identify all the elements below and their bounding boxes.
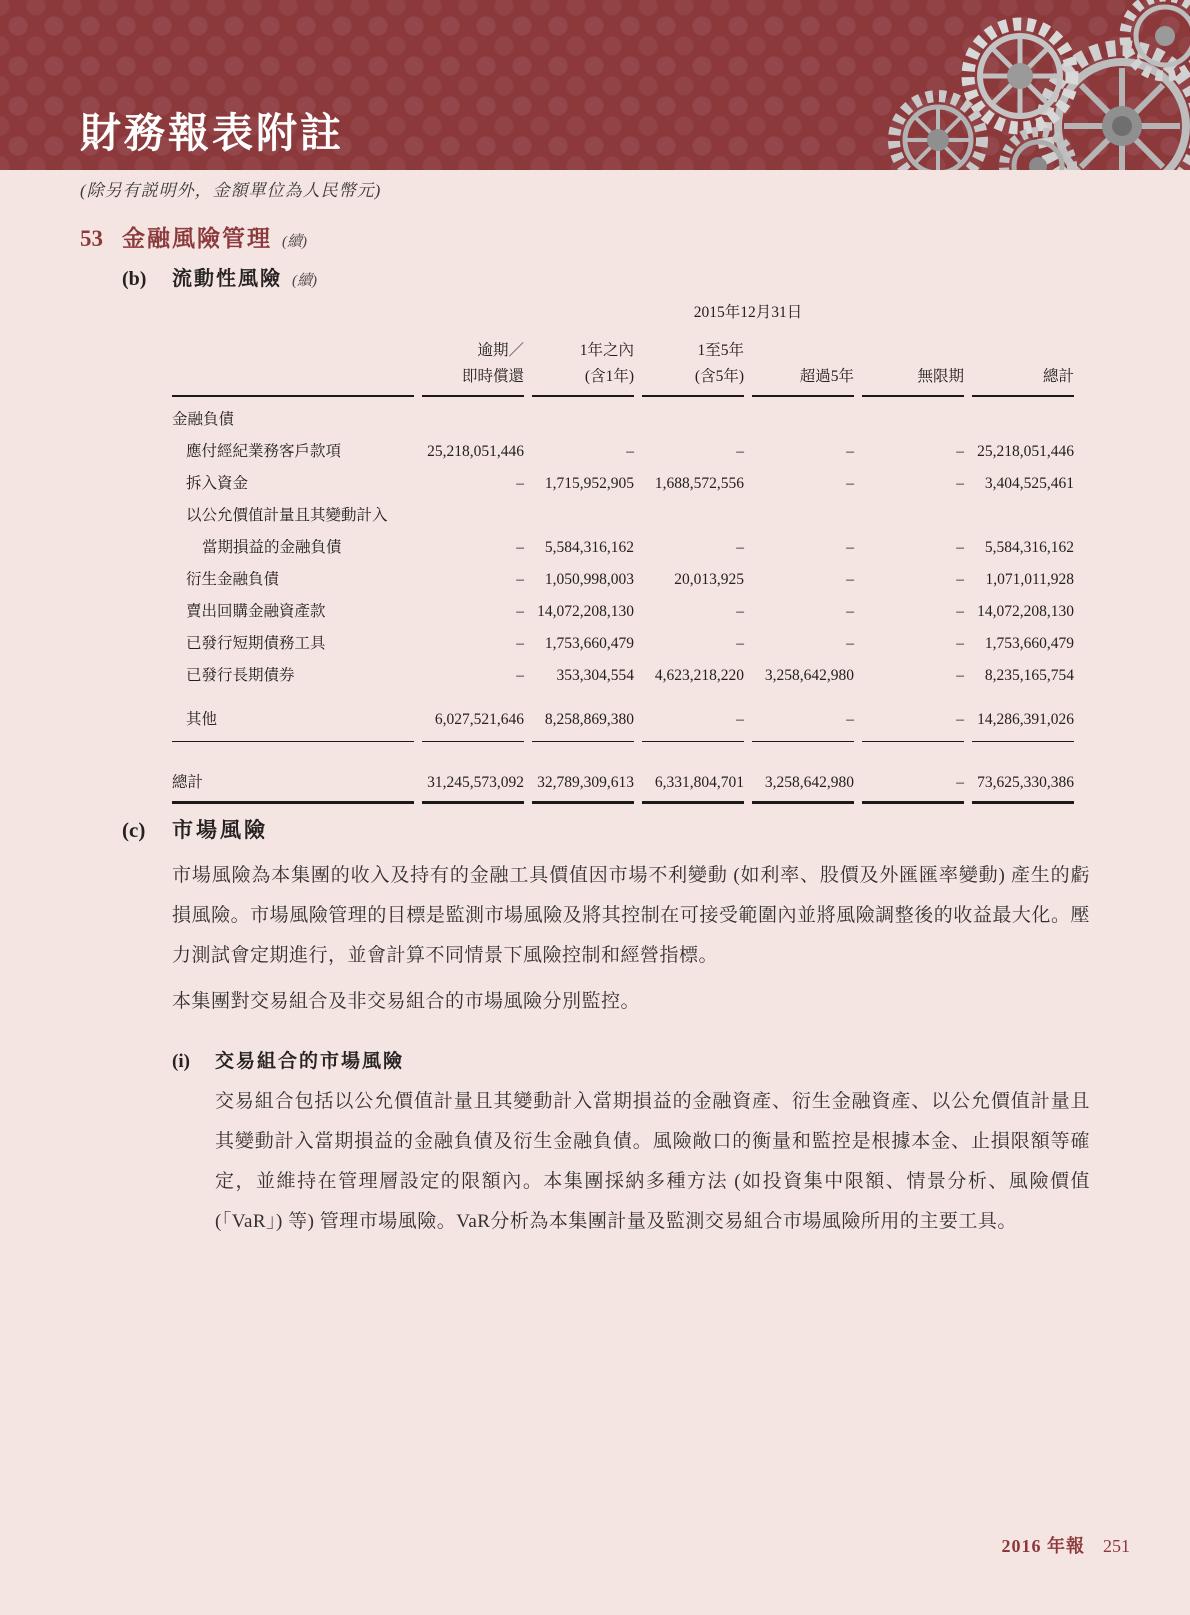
row-value: 1,688,572,556 [654,475,744,492]
row-value: – [956,443,964,460]
table-row [172,653,1074,685]
row-value: – [846,603,854,620]
row-value: – [846,443,854,460]
col-header: 逾期／ [477,342,524,359]
row-label: 當期損益的金融負債 [202,539,342,556]
market-risk-paragraph-2: 本集團對交易組合及非交易組合的市場風險分別監控。 [172,991,641,1012]
row-value: – [516,475,524,492]
row-value: 14,072,208,130 [977,603,1074,620]
row-value [752,493,854,525]
row-value: 5,584,316,162 [544,539,634,556]
subsection-i-heading [172,1046,404,1073]
row-label: 拆入資金 [186,475,249,492]
row-value: 5,584,316,162 [984,539,1074,556]
row-value: 25,218,051,446 [427,443,524,460]
table-header-row-1 [172,334,1074,360]
row-value: – [846,475,854,492]
row-value: – [846,539,854,556]
total-value: 3,258,642,980 [752,742,854,804]
row-value [422,493,524,525]
row-value: – [516,603,524,620]
table-row [172,429,1074,461]
report-name: 2016 年報 [1001,1536,1085,1556]
row-value: 20,013,925 [674,571,744,588]
row-value [642,493,744,525]
row-value [532,397,634,429]
row-label: 已發行短期債務工具 [186,635,326,652]
subsection-i-label: (i) [172,1051,190,1072]
row-value: 8,235,165,754 [984,667,1074,684]
table-row [172,685,1074,742]
section-title: 金融風險管理 [122,226,272,251]
row-value: – [956,571,964,588]
table-row [172,493,1074,525]
row-value: – [516,539,524,556]
date-header: 2015年12月31日 [693,304,803,321]
row-value: 1,050,998,003 [544,571,634,588]
col-header [862,334,964,360]
market-risk-paragraph-1: 市場風險為本集團的收入及持有的金融工具價值因市場不利變動 (如利率、股價及外匯匯率變動) 產生的虧損風險。市場風險管理的目標是監測市場風險及將其控制在可接受範圍內並將風險調整後的收益最大化。壓力測試會定期進行，並會計算不同情景下風險控制和經營指標。 [172,865,1090,966]
row-value: 4,623,218,220 [654,667,744,684]
row-value: – [956,475,964,492]
row-value: – [642,685,744,742]
col-header: (含5年) [642,360,744,397]
section-number: 53 [80,226,103,251]
liquidity-risk-table [164,300,1082,804]
row-value: 1,753,660,479 [984,635,1074,652]
total-value: 73,625,330,386 [972,742,1074,804]
row-value: – [956,635,964,652]
col-header [752,334,854,360]
row-value: 3,404,525,461 [984,475,1074,492]
row-value: – [516,571,524,588]
page-footer [1002,1532,1131,1558]
table-row [172,589,1074,621]
subsection-c-heading [122,814,268,844]
row-label: 衍生金融負債 [186,571,280,588]
col-header: 總計 [972,360,1074,397]
col-header: 即時償還 [422,360,524,397]
row-value: – [736,443,744,460]
gears-icon [860,0,1190,170]
total-value: 31,245,573,092 [422,742,524,804]
row-value: – [956,603,964,620]
row-value [972,397,1074,429]
row-value: – [846,571,854,588]
row-value [862,397,964,429]
row-value: – [516,635,524,652]
table-row [172,397,1074,429]
row-label: 金融負債 [172,411,235,428]
row-value: 3,258,642,980 [764,667,854,684]
subsection-c-title: 市場風險 [172,818,268,842]
row-label: 其他 [172,685,414,742]
total-value: 6,331,804,701 [642,742,744,804]
row-label: 已發行長期債券 [186,667,295,684]
row-value: 14,286,391,026 [972,685,1074,742]
subsection-b-label: (b) [122,268,147,290]
row-value: 353,304,554 [556,667,634,684]
subsection-b-heading [122,262,317,291]
row-value: – [736,603,744,620]
row-value: – [516,667,524,684]
row-value [862,493,964,525]
row-value [532,493,634,525]
row-value: – [626,443,634,460]
row-value [422,397,524,429]
table-total-row [172,742,1074,804]
col-header: 無限期 [862,360,964,397]
row-value: – [956,539,964,556]
subsection-c-label: (c) [122,818,146,842]
row-value: – [736,635,744,652]
subsection-i-title: 交易組合的市場風險 [215,1051,405,1072]
col-header: (含1年) [532,360,634,397]
row-value [752,397,854,429]
row-value: 1,071,011,928 [985,571,1074,588]
row-value [642,397,744,429]
table-row [172,525,1074,557]
col-header: 1至5年 [697,342,744,359]
trading-portfolio-paragraph: 交易組合包括以公允價值計量且其變動計入當期損益的金融資產、衍生金融資產、以公允價值計量且其變動計入當期損益的金融負債及衍生金融負債。風險敞口的衡量和監控是根據本金、止損限額等確定，並維持在管理層設定的限額內。本集團採納多種方法 (如投資集中限額、情景分析、風險價值 (「VaR」) 等) 管理市場風險。VaR分析為本集團計量及監測交易組合市場風險所用的主要工具。 [215,1091,1090,1232]
table-header-row-2 [172,360,1074,397]
total-value: 32,789,309,613 [532,742,634,804]
col-header: 超過5年 [752,360,854,397]
currency-note: (除另有説明外，金額單位為人民幣元) [80,181,382,200]
table-row [172,557,1074,589]
page-banner [0,0,1190,170]
row-value: 25,218,051,446 [977,443,1074,460]
section-53-heading [80,220,307,253]
col-header [972,334,1074,360]
page-number: 251 [1103,1536,1130,1556]
row-value: – [752,685,854,742]
section-continued: (續) [282,234,307,250]
col-header: 1年之內 [579,342,634,359]
subsection-b-continued: (續) [292,273,317,289]
row-value: 1,715,952,905 [544,475,634,492]
row-label: 應付經紀業務客戶款項 [186,443,342,460]
row-value: 6,027,521,646 [422,685,524,742]
total-value: – [862,742,964,804]
page-title: 財務報表附註 [80,110,344,156]
row-value: – [846,635,854,652]
row-value: – [956,667,964,684]
table-row [172,461,1074,493]
subsection-b-title: 流動性風險 [172,268,282,290]
row-label: 賣出回購金融資產款 [186,603,326,620]
row-value: 8,258,869,380 [532,685,634,742]
table-date-row [172,300,1074,334]
row-value: – [736,539,744,556]
table-row [172,621,1074,653]
row-value: 14,072,208,130 [537,603,634,620]
row-value: – [862,685,964,742]
total-label: 總計 [172,742,414,804]
row-value [972,493,1074,525]
row-label: 以公允價值計量且其變動計入 [186,507,388,524]
row-value: 1,753,660,479 [544,635,634,652]
